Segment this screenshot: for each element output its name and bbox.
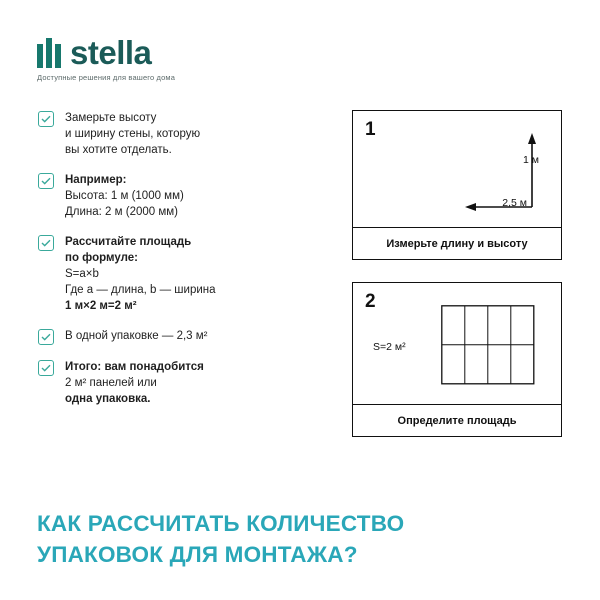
height-label: 1 м: [523, 154, 539, 166]
list-item-text: Итого: вам понадобится 2 м² панелей или одна упаковка.: [65, 361, 204, 405]
list-item: [38, 328, 318, 345]
list-item: [38, 172, 318, 220]
diagram-caption: Определите площадь: [397, 415, 517, 427]
three-bars-icon: [37, 38, 61, 68]
list-item: [38, 110, 318, 158]
page-title-line-1: КАК РАССЧИТАТЬ КОЛИЧЕСТВО: [37, 511, 405, 536]
check-icon: [38, 111, 54, 127]
list-item-text: Замерьте высоту и ширину стены, которую вы хотите отделать.: [65, 112, 201, 156]
diagram-number: 1: [365, 119, 376, 140]
width-label: 2,5 м: [502, 197, 527, 209]
diagram-caption: Измерьте длину и высоту: [386, 238, 528, 250]
check-icon: [38, 329, 54, 345]
check-icon: [38, 360, 54, 376]
diagram-area: [352, 282, 562, 437]
instruction-checklist: [38, 110, 318, 421]
brand-name: stella: [70, 34, 152, 71]
page-title-line-2: УПАКОВОК ДЛЯ МОНТАЖА?: [37, 542, 358, 567]
list-item: [38, 234, 318, 314]
list-item-text: Рассчитайте площадь по формуле: S=a×b Где a — длина, b — ширина 1 м×2 м=2 м²: [65, 236, 216, 312]
list-item: [38, 359, 318, 407]
diagram-number: 2: [365, 291, 376, 312]
check-icon: [38, 173, 54, 189]
list-item-text: Например: Высота: 1 м (1000 мм) Длина: 2 м (2000 мм): [65, 174, 184, 218]
brand-tagline: Доступные решения для вашего дома: [37, 73, 176, 82]
check-icon: [38, 235, 54, 251]
divider: [353, 404, 561, 405]
area-label: S=2 м²: [373, 341, 406, 353]
list-item-text: В одной упаковке — 2,3 м²: [65, 330, 208, 342]
brand-logo: [37, 34, 176, 82]
grid-rectangle-icon: [441, 305, 535, 385]
divider: [353, 227, 561, 228]
diagram-measure: [352, 110, 562, 260]
page-title: [37, 508, 557, 570]
